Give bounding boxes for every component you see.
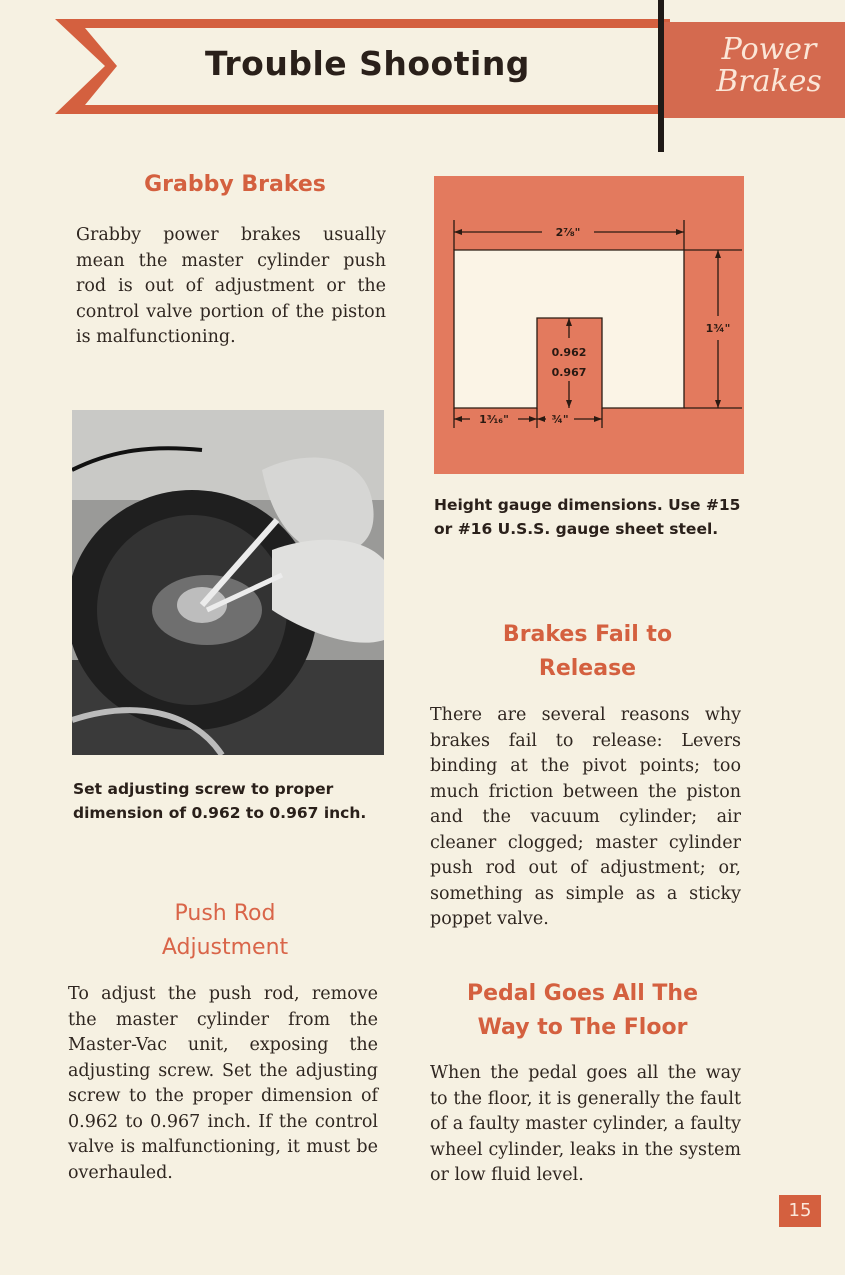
heading-pedal-to-floor	[425, 977, 740, 1045]
heading-pedal-line1: Pedal Goes All The	[466, 981, 699, 1006]
height-gauge-diagram	[434, 176, 744, 474]
push-rod-body: To adjust the push rod, remove the master cylinder from the Master-Vac unit, exposing the adjusting screw. Set the adjusting screw to the proper dimension of 0.962 to 0.967 inch. If the control valve is malfunctioning, it must be overhauled.	[68, 984, 378, 1183]
height-gauge-drawing	[434, 176, 744, 474]
section-tab-label: Power Brakes	[716, 32, 822, 99]
slot-value-2: 0.967	[551, 366, 587, 379]
heading-pedal-line2: Way to The Floor	[477, 1015, 688, 1040]
brakes-fail-body: There are several reasons why brakes fail to release: Levers binding at the pivot points; too much friction between the piston and the vacuum cylinder; air cleaner clogged; master cylinder push rod out of adjustment; or, something as simple as a sticky poppet valve.	[430, 705, 741, 929]
heading-push-rod-adjustment	[65, 897, 385, 965]
slot-width-label: ¾"	[551, 413, 569, 426]
heading-fail-line2: Release	[538, 656, 637, 681]
heading-brakes-fail-to-release	[430, 618, 745, 686]
left-dimension-label: 1³⁄₁₆"	[479, 413, 509, 426]
page-title: Trouble Shooting	[205, 44, 530, 83]
width-dimension-label: 2⅞"	[555, 226, 581, 239]
heading-grabby-brakes: Grabby Brakes	[144, 172, 326, 197]
pedal-body: When the pedal goes all the way to the floor, it is generally the fault of a faulty master cylinder, a faulty wheel cylinder, leaks in the system or low fluid level.	[430, 1063, 741, 1185]
section-tab	[664, 22, 845, 118]
adjusting-screw-photo	[72, 410, 384, 755]
photo-caption: Set adjusting screw to proper dimension of 0.962 to 0.967 inch.	[73, 780, 367, 822]
height-dimension-label: 1¾"	[705, 322, 731, 335]
page-number: 15	[779, 1195, 821, 1227]
heading-fail-line1: Brakes Fail to	[502, 622, 673, 647]
heading-push-rod-line1: Push Rod	[174, 901, 276, 926]
grabby-brakes-body: Grabby power brakes usually mean the master cylinder push rod is out of adjustment or the control valve portion of the piston is malfunctioning.	[76, 225, 386, 347]
diagram-caption: Height gauge dimensions. Use #15 or #16 U.S.S. gauge sheet steel.	[434, 496, 741, 538]
heading-push-rod-line2: Adjustment	[161, 935, 289, 960]
slot-value-1: 0.962	[551, 346, 587, 359]
